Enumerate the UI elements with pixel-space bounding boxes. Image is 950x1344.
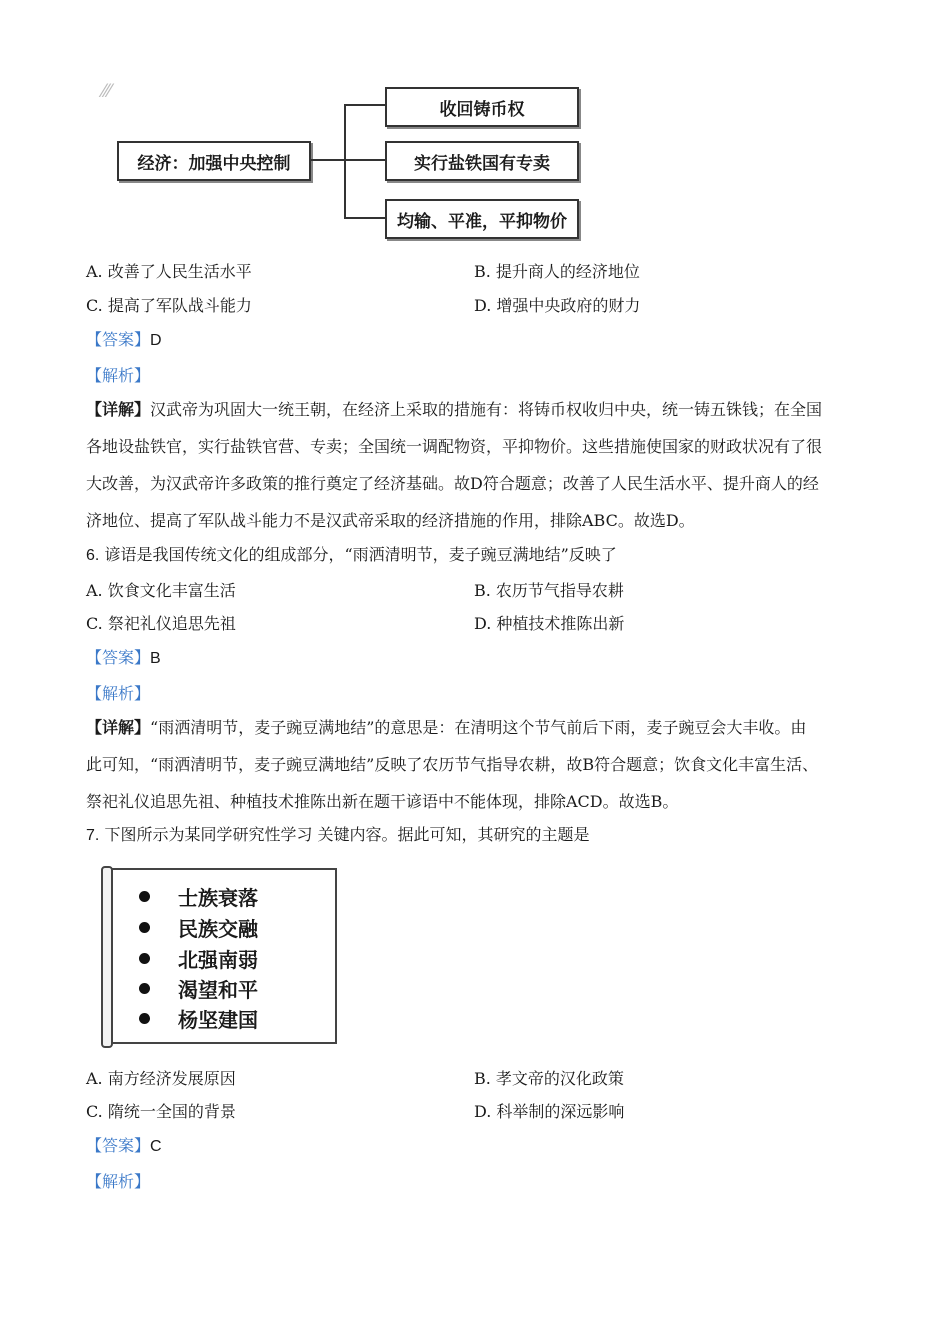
q7-option-a: A. 南方经济发展原因 (86, 1069, 236, 1088)
diagram-branch-box-2 (385, 141, 579, 181)
diagram-branch-text-3: 均输、平准，平抑物价 (397, 211, 567, 232)
q5-option-d: D. 增强中央政府的财力 (474, 296, 641, 315)
bullet-icon (139, 953, 150, 964)
diagram-connector-h (309, 159, 344, 161)
q5-option-c: C. 提高了军队战斗能力 (86, 296, 252, 315)
scroll-roll-left (101, 866, 113, 1048)
scroll-item-text-2: 民族交融 (178, 917, 258, 941)
scroll-item-4 (139, 974, 258, 1003)
q6-question-text: 谚语是我国传统文化的组成部分，“雨洒清明节，麦子豌豆满地结”反映了 (104, 545, 617, 564)
bullet-icon (139, 922, 150, 933)
q5-detail-text-1: 汉武帝为巩固大一统王朝，在经济上采取的措施有：将铸币权收归中央，统一铸五铢钱；在全国 (150, 400, 823, 419)
q5-option-a: A. 改善了人民生活水平 (86, 262, 252, 281)
diagram-connector-3 (344, 217, 385, 219)
scroll-item-3 (139, 944, 258, 973)
q5-detail-line-1 (86, 400, 822, 420)
scroll-item-1 (139, 882, 258, 911)
q6-detail-line-2: 此可知，“雨洒清明节，麦子豌豆满地结”反映了农历节气指导农耕，故B符合题意；饮食文化丰富生活、 (86, 755, 819, 774)
diagram-root-box (117, 141, 311, 181)
q7-answer-label: 【答案】 (86, 1136, 151, 1155)
q6-option-c: C. 祭祀礼仪追思先祖 (86, 614, 236, 633)
q7-analysis-label: 【解析】 (86, 1172, 151, 1191)
q7-option-b: B. 孝文帝的汉化政策 (474, 1069, 624, 1088)
q7-question-text: 下图所示为某同学研究性学习 关键内容。据此可知，其研究的主题是 (104, 825, 590, 844)
scroll-item-2 (139, 913, 258, 942)
bullet-icon (139, 1013, 150, 1024)
q7-question (86, 825, 590, 846)
q5-option-b: B. 提升商人的经济地位 (474, 262, 640, 281)
scroll-body (107, 868, 337, 1044)
scroll-item-text-3: 北强南弱 (178, 948, 258, 972)
diagram-branch-box-3 (385, 199, 579, 239)
q7-answer (86, 1136, 162, 1157)
q6-number: 6. (86, 547, 100, 564)
scribble-mark: ⁄⁄⁄ (102, 81, 112, 102)
q6-question (86, 545, 617, 566)
q7-option-c: C. 隋统一全国的背景 (86, 1102, 236, 1121)
q5-detail-label: 【详解】 (86, 400, 151, 419)
q6-detail-line-3: 祭祀礼仪追思先祖、种植技术推陈出新在题干谚语中不能体现，排除ACD。故选B。 (86, 792, 679, 811)
diagram-connector-1 (344, 104, 385, 106)
scroll-item-text-4: 渴望和平 (178, 978, 258, 1002)
q5-detail-line-2: 各地设盐铁官，实行盐铁官营、专卖；全国统一调配物资，平抑物价。这些措施使国家的财政状况有了很 (86, 437, 823, 456)
q7-answer-value: C (150, 1138, 162, 1155)
diagram-root-text: 经济：加强中央控制 (137, 153, 291, 174)
q6-answer (86, 648, 161, 669)
q6-detail-text-1: “雨洒清明节，麦子豌豆满地结”的意思是：在清明这个节气前后下雨，麦子豌豆会大丰收。由 (150, 718, 807, 737)
economy-diagram (100, 75, 590, 245)
q6-answer-value: B (150, 650, 161, 667)
q6-option-a: A. 饮食文化丰富生活 (86, 581, 236, 600)
q7-number: 7. (86, 827, 100, 844)
scroll-item-text-5: 杨坚建国 (178, 1008, 258, 1032)
bullet-icon (139, 983, 150, 994)
q6-option-b: B. 农历节气指导农耕 (474, 581, 624, 600)
diagram-connector-2 (344, 159, 385, 161)
q6-answer-label: 【答案】 (86, 648, 151, 667)
q5-analysis-label: 【解析】 (86, 366, 151, 385)
bullet-icon (139, 891, 150, 902)
scroll-item-text-1: 士族衰落 (178, 886, 258, 910)
diagram-branch-text-1: 收回铸币权 (439, 99, 525, 120)
q7-option-d: D. 科举制的深远影响 (474, 1102, 625, 1121)
scroll-item-5 (139, 1004, 258, 1033)
scroll-figure (101, 866, 336, 1044)
q6-analysis-label: 【解析】 (86, 684, 151, 703)
diagram-connector-v (344, 104, 346, 218)
diagram-branch-text-2: 实行盐铁国有专卖 (414, 153, 550, 174)
diagram-branch-box-1 (385, 87, 579, 127)
q6-detail-label: 【详解】 (86, 718, 151, 737)
q5-answer-label: 【答案】 (86, 330, 151, 349)
q5-detail-line-3: 大改善，为汉武帝许多政策的推行奠定了经济基础。故D符合题意；改善了人民生活水平、提升商人的经 (86, 474, 819, 493)
q5-answer-value: D (150, 332, 162, 349)
q5-answer (86, 330, 162, 351)
q6-option-d: D. 种植技术推陈出新 (474, 614, 625, 633)
q6-detail-line-1 (86, 718, 806, 738)
q5-detail-line-4: 济地位、提高了军队战斗能力不是汉武帝采取的经济措施的作用，排除ABC。故选D。 (86, 511, 695, 530)
